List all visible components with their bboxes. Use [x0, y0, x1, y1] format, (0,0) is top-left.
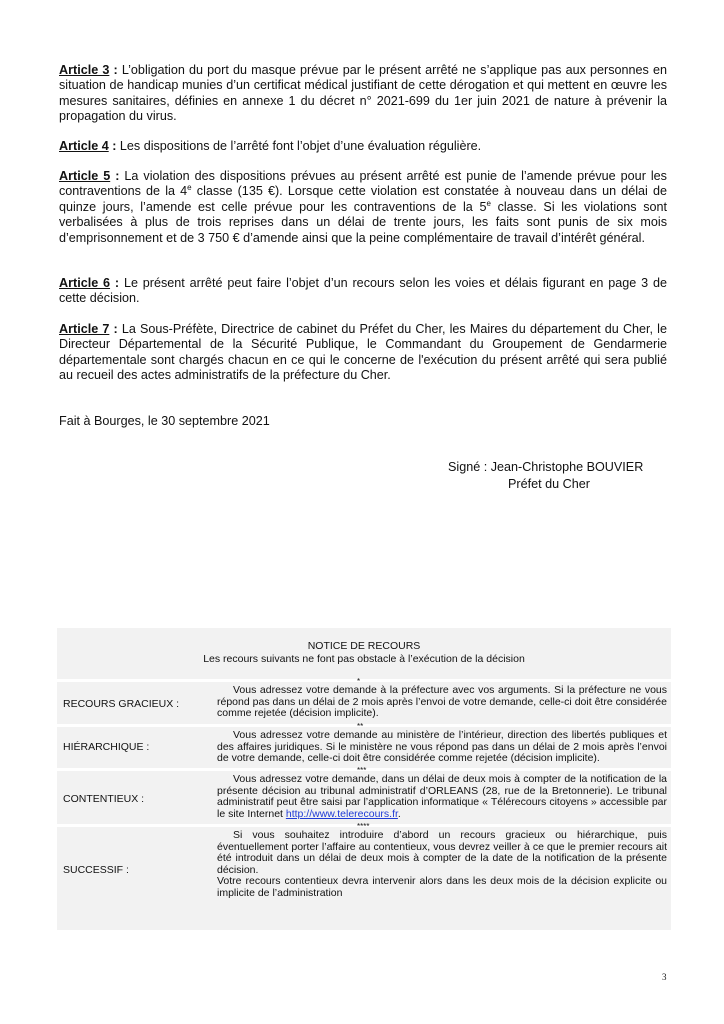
row-text-successif: Si vous souhaitez introduire d’abord un recours gracieux ou hiérarchique, puis éventuellement porter l’affaire au contentieux, vous devrez veiller à ce que le premier recours ait été introduit dans un délai de deux mois à compter de la date de la notification de la présente décision. Votre recours contentieux devra intervenir alors dans les deux mois de la décision explicite ou implicite de l’administration	[217, 829, 667, 899]
article-7-text: La Sous-Préfète, Directrice de cabinet du Préfet du Cher, les Maires du département du Cher, le Directeur Départemental de la Sécurité Publique, le Commandant du Groupement de Gendarmerie départementale sont chargés chacun en ce qui le concerne de l'exécution du présent arrêté qui sera publié au recueil des actes administratifs de la préfecture du Cher.	[59, 322, 667, 383]
row-label-hierarchique: HIÉRARCHIQUE :	[63, 741, 150, 753]
article-7-label: Article 7	[59, 322, 110, 336]
place-date: Fait à Bourges, le 30 septembre 2021	[59, 414, 270, 428]
footnote-marker: ****	[357, 822, 370, 831]
page-number: 3	[662, 972, 667, 982]
row-text-contentieux: Vous adressez votre demande, dans un délai de deux mois à compter de la notification de la présente décision au tribunal administratif d’ORLEANS (28, rue de la Bretonnerie). Le tribunal administratif peut être saisi par l’application informatique « Télérecours citoyens » accessible par le site Internet http://www.telerecours.fr.	[217, 773, 667, 820]
article-5-label: Article 5	[59, 169, 111, 183]
row-label-successif: SUCCESSIF :	[63, 864, 129, 876]
article-6: Article 6 : Le présent arrêté peut faire l’objet d’un recours selon les voies et délais figurant en page 3 de cette décision.	[59, 276, 667, 306]
article-6-text: Le présent arrêté peut faire l’objet d’un recours selon les voies et délais figurant en page 3 de cette décision.	[59, 276, 667, 306]
telerecours-link[interactable]: http://www.telerecours.fr	[285, 807, 398, 820]
row-text-gracieux: Vous adressez votre demande à la préfecture avec vos arguments. Si la préfecture ne vous répond pas dans un délai de 2 mois après l’envoi de votre demande, celle-ci doit être considérée comme rejetée (décision implicite).	[217, 684, 667, 720]
signature-block	[448, 459, 678, 493]
article-7: Article 7 : La Sous-Préfète, Directrice de cabinet du Préfet du Cher, les Maires du département du Cher, le Directeur Départemental de la Sécurité Publique, le Commandant du Groupement de Gendarmerie départementale sont chargés chacun en ce qui le concerne de l'exécution du présent arrêté qui sera publié au recueil des actes administratifs de la préfecture du Cher.	[59, 322, 667, 383]
row-label-contentieux: CONTENTIEUX :	[63, 793, 145, 805]
notice-subtitle: Les recours suivants ne font pas obstacle à l’exécution de la décision	[203, 653, 525, 665]
article-3-label: Article 3	[59, 63, 110, 77]
divider	[57, 724, 671, 727]
notice-box	[57, 628, 671, 930]
row-label-gracieux: RECOURS GRACIEUX :	[63, 698, 180, 710]
signatory-title: Préfet du Cher	[508, 477, 590, 491]
article-4: Article 4 : Les dispositions de l’arrêté font l’objet d’une évaluation régulière.	[59, 139, 482, 153]
divider	[57, 679, 671, 682]
footnote-marker: **	[357, 722, 364, 731]
article-3: Article 3 : L’obligation du port du masque prévue par le présent arrêté ne s’applique pas aux personnes en situation de handicap munies d’un certificat médical justifiant de cette dérogation et qui mettent en œuvre les mesures sanitaires, définies en annexe 1 du décret n° 2021-699 du 1er juin 2021 de nature à prévenir la propagation du virus.	[59, 63, 667, 124]
article-4-label: Article 4	[59, 139, 109, 153]
row-text-hierarchique: Vous adressez votre demande au ministère de l’intérieur, direction des libertés publiques et des affaires juridiques. Si le ministère ne vous répond pas dans un délai de 2 mois après l’envoi de votre demande, celle-ci doit être considérée comme rejetée (décision implicite).	[217, 729, 667, 765]
article-5: Article 5 : La violation des dispositions prévues au présent arrêté est punie de l’amende prévue pour les contraventions de la 4e classe (135 €). Lorsque cette violation est constatée à nouveau dans un délai de quinze jours, l’amende est celle prévue pour les contraventions de la 5e classe. Si les violations sont verbalisées à plus de trois reprises dans un délai de trente jours, les faits sont punis de six mois d’emprisonnement et de 3 750 € d’amende ainsi que la peine complémentaire de travail d’intérêt général.	[59, 169, 667, 245]
footnote-marker: *	[357, 677, 361, 686]
article-4-text: Les dispositions de l’arrêté font l’objet d’une évaluation régulière.	[116, 139, 482, 153]
notice-title: NOTICE DE RECOURS	[307, 640, 421, 652]
signatory: Signé : Jean-Christophe BOUVIER	[448, 460, 644, 474]
article-6-label: Article 6	[59, 276, 111, 290]
article-3-text: L’obligation du port du masque prévue par le présent arrêté ne s’applique pas aux personnes en situation de handicap munies d’un certificat médical justifiant de cette dérogation et qui mettent en œuvre les mesures sanitaires, définies en annexe 1 du décret n° 2021-699 du 1er juin 2021 de nature à prévenir la propagation du virus.	[59, 63, 667, 124]
footnote-marker: ***	[357, 766, 367, 775]
